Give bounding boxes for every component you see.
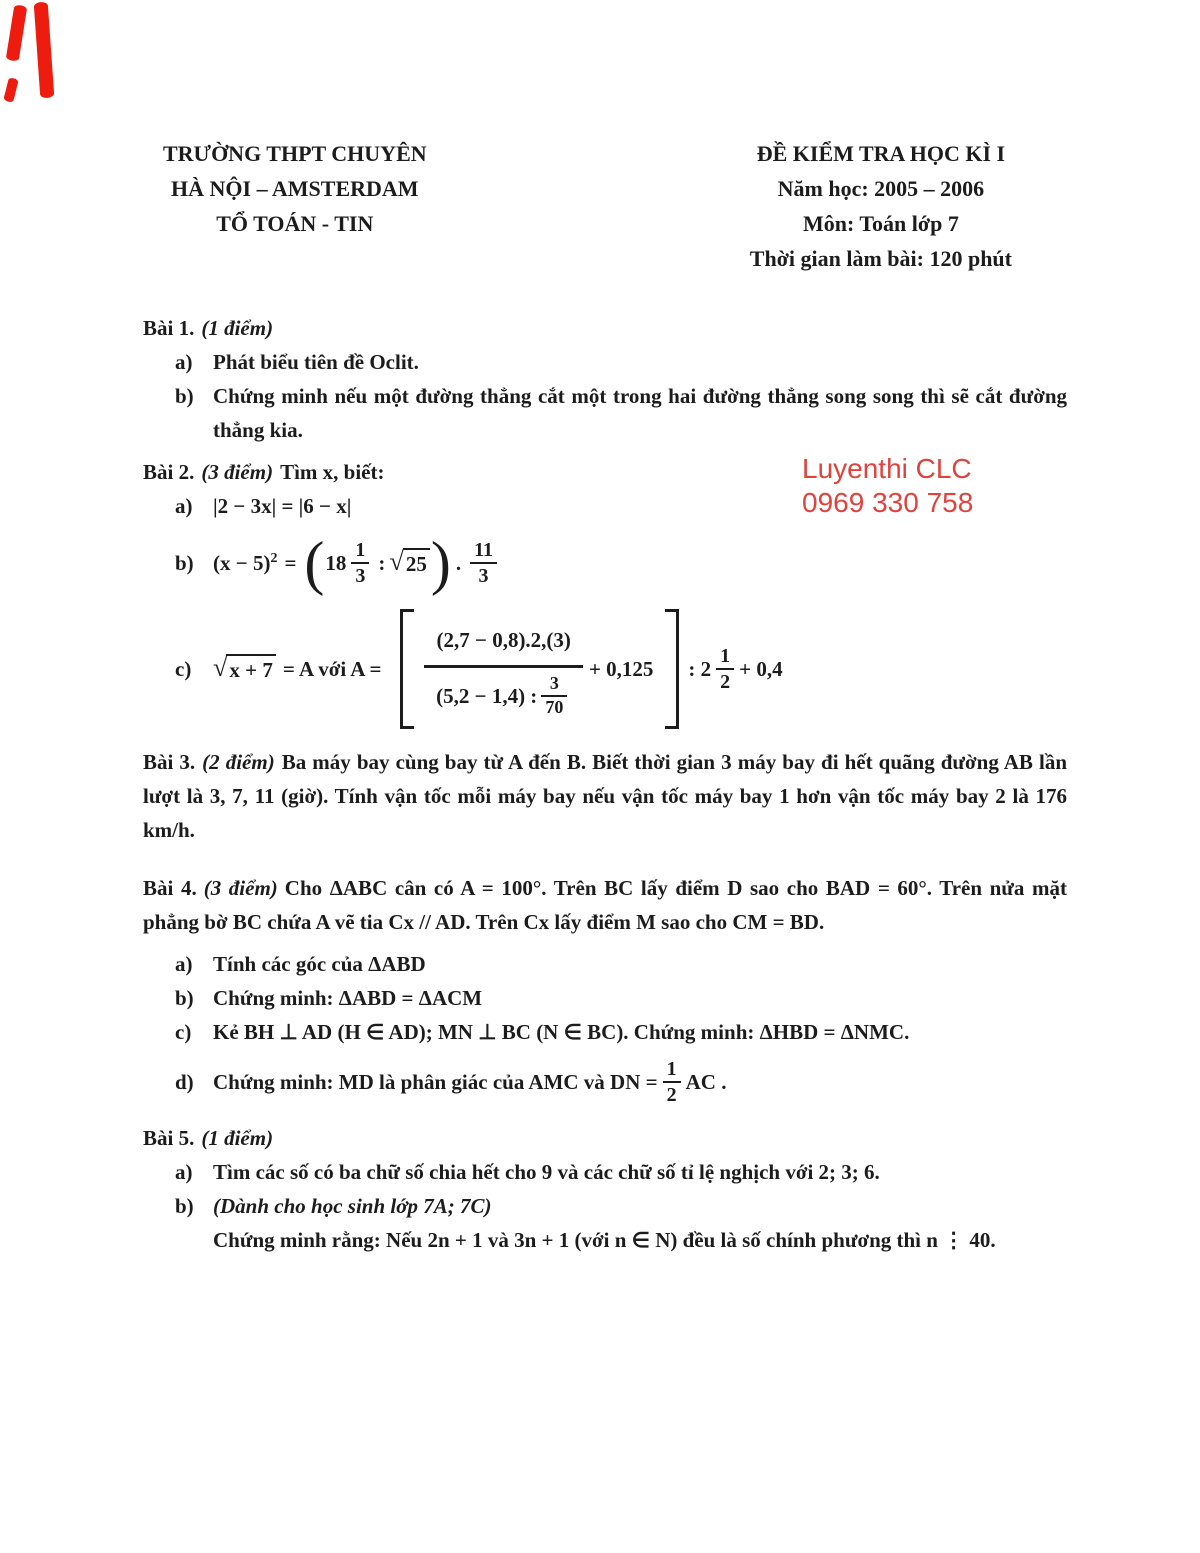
exam-header [143, 136, 1067, 276]
spacer [143, 855, 1067, 871]
big-fraction-denominator [436, 668, 571, 718]
bracket-right [665, 609, 679, 729]
problem-2a [143, 489, 1067, 523]
item-note: (Dành cho học sinh lớp 7A; 7C) [213, 1194, 492, 1218]
problem-3-points: (2 điểm) [202, 750, 275, 774]
item-label: b) [175, 384, 194, 408]
problem-3 [143, 745, 1067, 847]
squared-binomial: $(x - 5)^2$ [213, 551, 278, 575]
red-stroke [6, 4, 28, 61]
item-text: Tìm các số có ba chữ số chia hết cho 9 và các chữ số tỉ lệ nghịch với 2; 3; 6. [213, 1160, 880, 1184]
problem-5b-text: Chứng minh rằng: Nếu 2n + 1 và 3n + 1 (với n ∈ N) đều là số chính phương thì n ⋮ 40. [213, 1228, 996, 1252]
problem-2-intro: Tìm x, biết: [280, 460, 385, 484]
problem-1-heading [143, 311, 1067, 345]
duration: Thời gian làm bài: 120 phút [749, 246, 1012, 271]
problem-3-title: Bài 3. [143, 750, 196, 774]
problem-1 [143, 311, 1067, 447]
problem-4-title: Bài 4. [143, 876, 197, 900]
problem-5a [143, 1155, 1067, 1189]
sqrt-x-plus-7: √ x + 7 [213, 654, 276, 683]
subject: Môn: Toán lớp 7 [802, 211, 959, 236]
item-text: Tính các góc của ΔABD [213, 952, 426, 976]
watermark-phone: 0969 330 758 [802, 487, 974, 518]
red-stroke [34, 2, 55, 99]
red-stroke [3, 77, 19, 103]
item-label: b) [175, 986, 194, 1010]
watermark-name: Luyenthi CLC [802, 453, 972, 484]
problem-1-title: Bài 1. [143, 316, 195, 340]
fraction-one-third: 1 3 [351, 539, 369, 588]
problem-2b [143, 525, 1067, 601]
fraction-3-70: 3 70 [541, 674, 567, 718]
sqrt-25: √ 25 [389, 548, 429, 577]
problem-5 [143, 1121, 1067, 1257]
school-year: Năm học: 2005 – 2006 [777, 176, 985, 201]
big-fraction [424, 621, 582, 718]
fraction-eleven-thirds: 11 3 [470, 539, 497, 588]
item-text: Chứng minh: MD là phân giác của AMC và DN = [213, 1070, 658, 1094]
problem-1-points: (1 điểm) [201, 316, 274, 340]
problem-4b [143, 981, 1067, 1015]
plus-04: + 0,4 [739, 657, 783, 681]
problem-1b [143, 379, 1067, 447]
equals: = [284, 551, 297, 575]
problem-5-points: (1 điểm) [201, 1126, 274, 1150]
close-paren: ) [430, 530, 451, 596]
problem-5b [143, 1189, 1067, 1223]
document-content [143, 136, 1067, 1265]
problem-4c [143, 1015, 1067, 1049]
problem-2 [143, 455, 1067, 733]
problem-4 [143, 871, 1067, 1113]
problem-4-intro [143, 871, 1067, 939]
problem-3-text: Ba máy bay cùng bay từ A đến B. Biết thời gian 3 máy bay đi hết quãng đường AB lần lượt là 3, 7, 11 (giờ). Tính vận tốc mỗi máy bay nếu vận tốc máy bay 1 hơn vận tốc máy bay 2 là 176 km/h. [143, 750, 1067, 842]
item-label: a) [175, 1160, 193, 1184]
school-name: TRƯỜNG THPT CHUYÊN [163, 141, 427, 166]
problem-4a [143, 947, 1067, 981]
school-city: HÀ NỘI – AMSTERDAM [171, 176, 419, 201]
item-label: a) [175, 350, 193, 374]
exam-title: ĐỀ KIỂM TRA HỌC KÌ I [756, 141, 1006, 166]
problem-5-title: Bài 5. [143, 1126, 195, 1150]
divide-sign: : [378, 551, 386, 575]
multiply-dot: . [455, 551, 462, 575]
problem-1a [143, 345, 1067, 379]
open-paren: ( [304, 530, 325, 596]
problem-4-points: (3 điểm) [203, 876, 278, 900]
red-corner-marks-icon [6, 2, 76, 112]
divide-2: : 2 [688, 657, 712, 681]
fraction-one-half: $\frac{1}{2}$ [663, 1058, 681, 1107]
problem-2-title: Bài 2. [143, 460, 195, 484]
item-label: b) [175, 1194, 194, 1218]
problem-4-text: Cho ΔABC cân có A = 100°. Trên BC lấy điểm D sao cho BAD = 60°. Trên nửa mặt phẳng bờ BC chứa A vẽ tia Cx // AD. Trên Cx lấy điểm M sao cho CM = BD. [143, 876, 1067, 934]
problem-2-heading [143, 455, 1067, 489]
item-text: Chứng minh nếu một đường thẳng cắt một trong hai đường thẳng song song thì sẽ cắt đường thẳng kia. [213, 384, 1067, 442]
item-label: c) [175, 657, 192, 681]
problem-5-heading [143, 1121, 1067, 1155]
plus-0125: + 0,125 [588, 657, 654, 681]
item-text: Kẻ BH ⊥ AD (H ∈ AD); MN ⊥ BC (N ∈ BC). Chứng minh: ΔHBD = ΔNMC. [213, 1020, 910, 1044]
item-label: c) [175, 1020, 192, 1044]
problem-4d [143, 1051, 1067, 1113]
exam-info-block [750, 136, 1012, 276]
item-label: a) [175, 494, 193, 518]
abs-equation: |2 − 3x| = |6 − x| [213, 494, 352, 518]
bracket-left [400, 609, 414, 729]
fraction-one-half: 1 2 [716, 645, 734, 694]
item-label: d) [175, 1070, 194, 1094]
item-text: Phát biểu tiên đề Oclit. [213, 350, 419, 374]
equals-A: = A với A = [282, 657, 382, 681]
problem-2c [143, 605, 1067, 733]
problem-2-points: (3 điểm) [201, 460, 274, 484]
school-block [163, 136, 427, 276]
mixed-number-whole: 18 [325, 551, 347, 575]
denominator-expression: (5,2 − 1,4) : [436, 683, 538, 708]
department: TỔ TOÁN - TIN [216, 211, 374, 236]
item-label: b) [175, 551, 194, 575]
item-text: Chứng minh: ΔABD = ΔACM [213, 986, 483, 1010]
big-fraction-numerator: (2,7 − 0,8).2,(3) [424, 621, 582, 668]
item-text-end: AC . [685, 1070, 727, 1094]
item-label: a) [175, 952, 193, 976]
